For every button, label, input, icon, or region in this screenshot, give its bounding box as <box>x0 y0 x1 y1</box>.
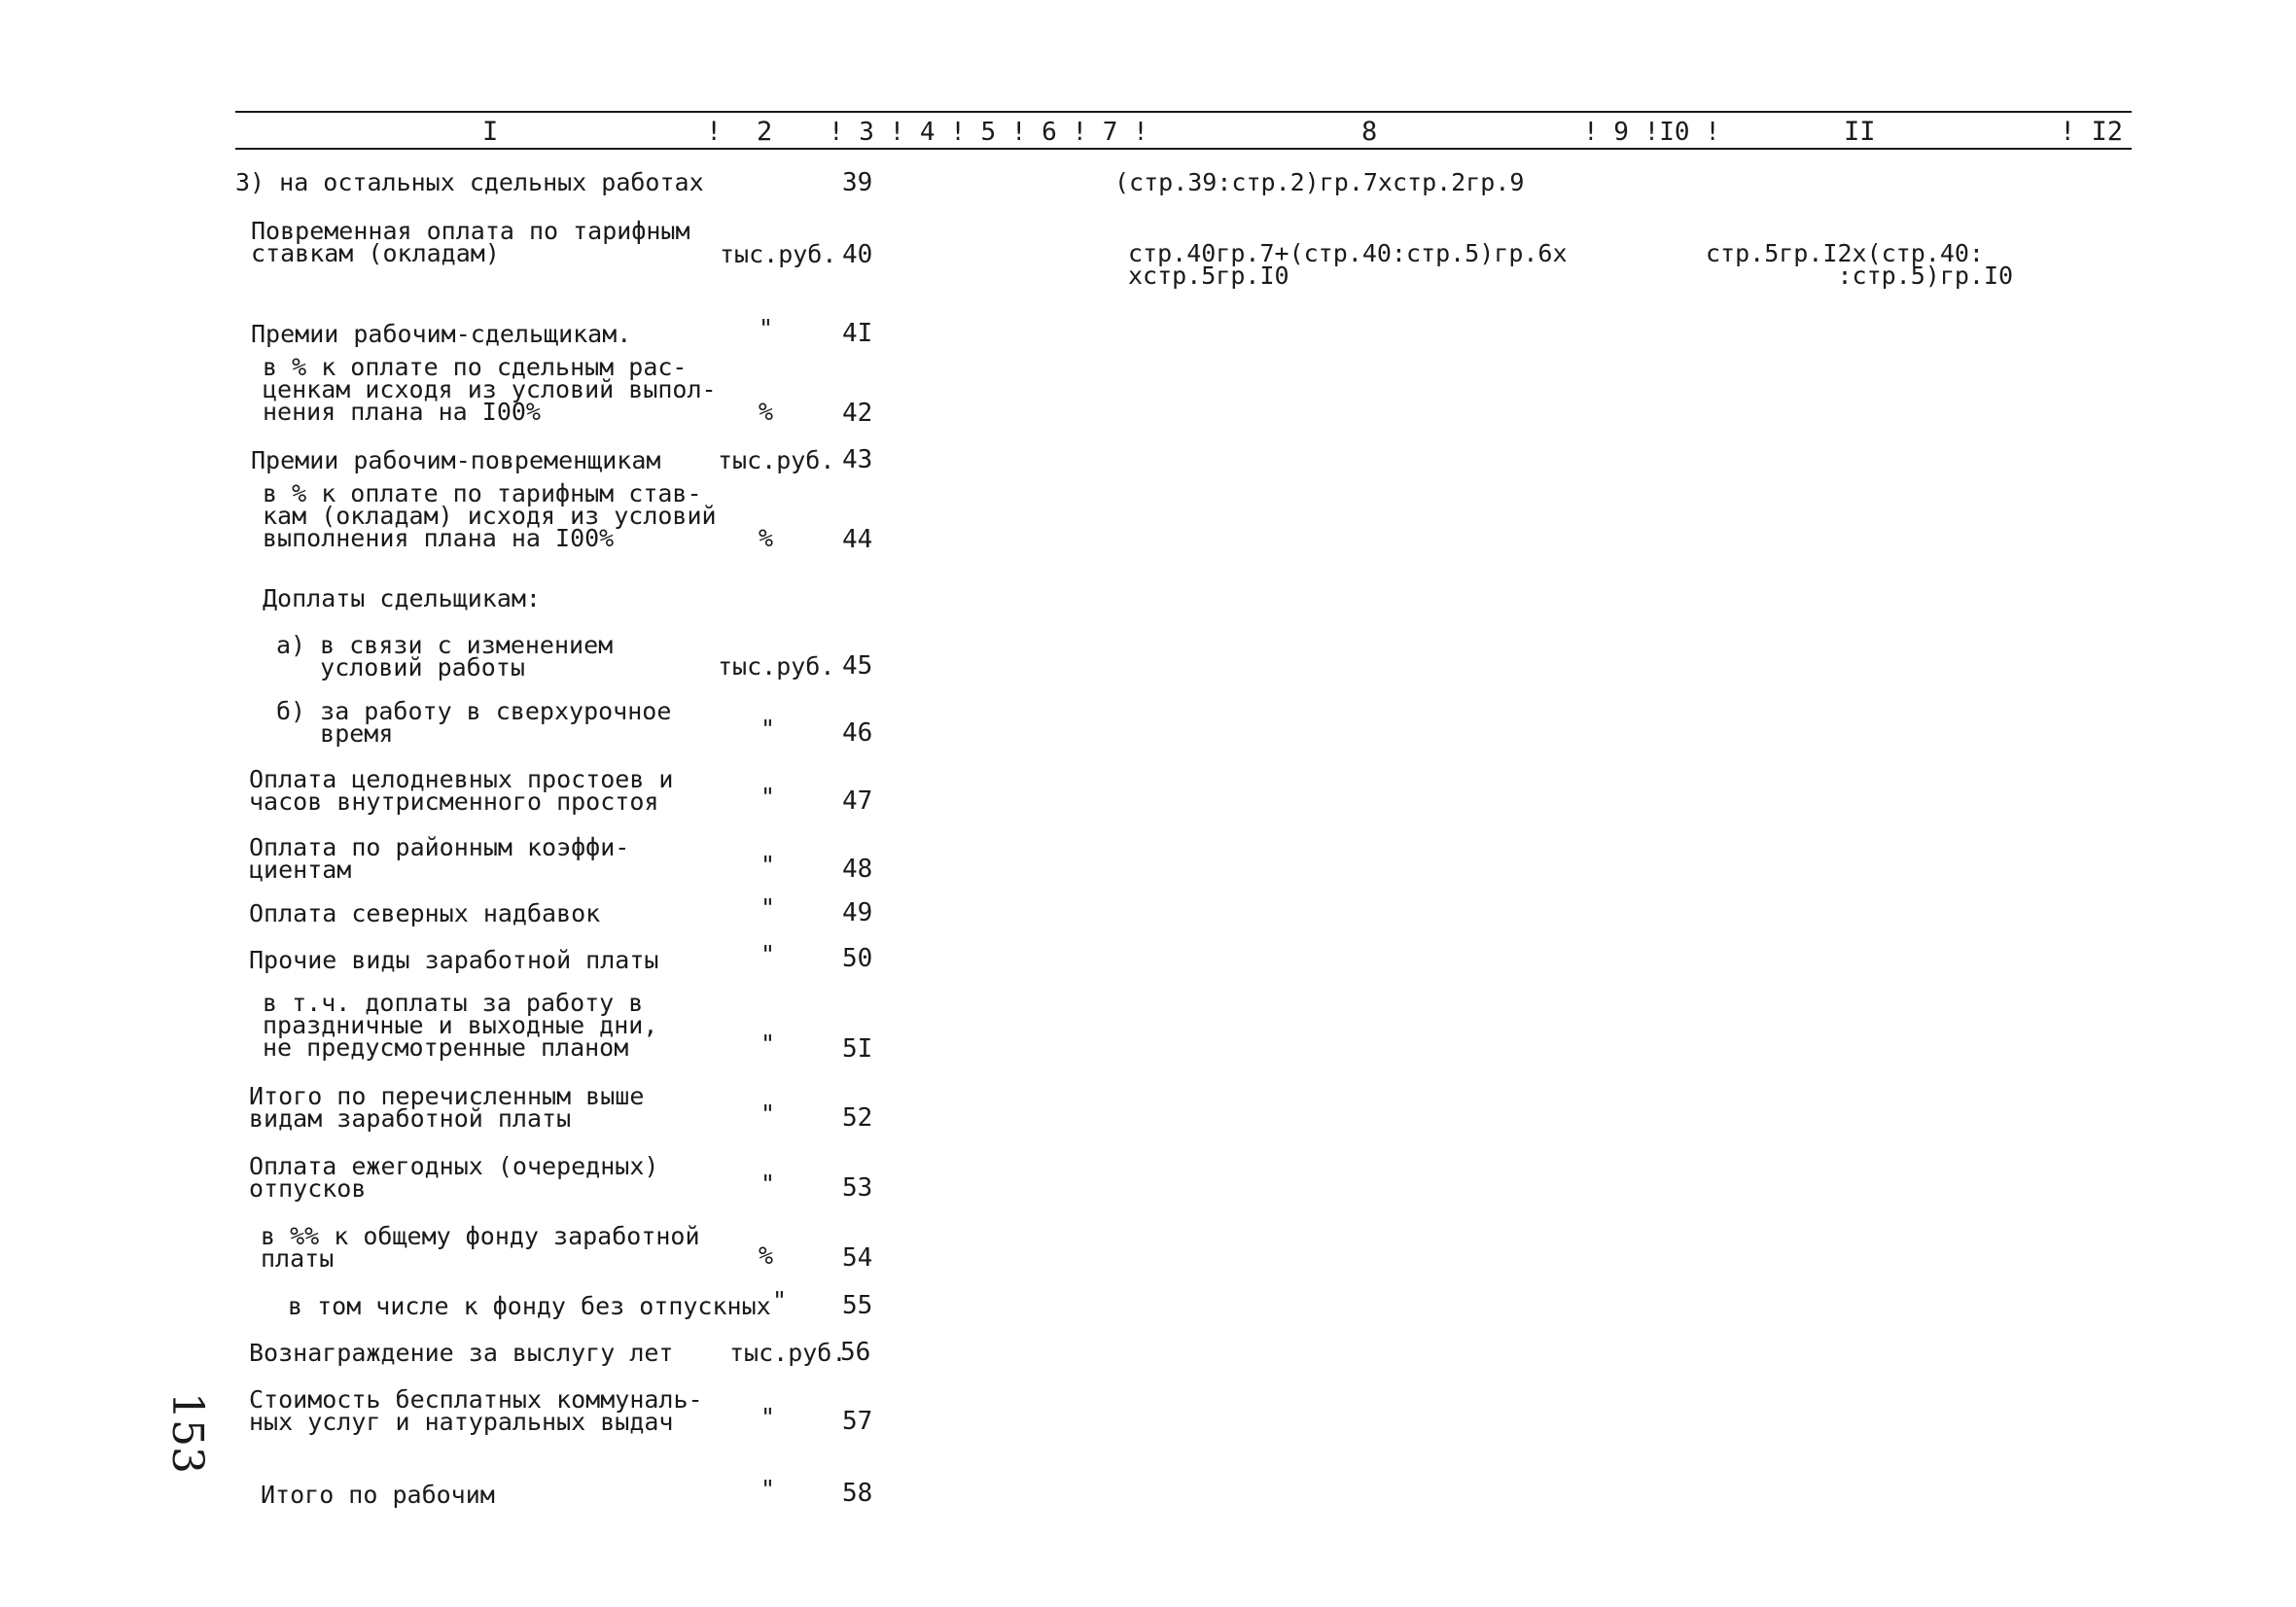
header-col-8: 8 <box>1361 117 1378 147</box>
row-label: Итого по перечисленным выше видам заработной платы <box>249 1082 645 1133</box>
row-number: 5I <box>842 1034 873 1064</box>
row-formula-col11: стр.5гр.I2х(стр.40: :стр.5)гр.I0 <box>1706 239 2014 290</box>
row-label: в том числе к фонду без отпускных <box>288 1292 771 1320</box>
row-unit: % <box>759 524 774 552</box>
row-label: 3) на остальных сдельных работах <box>235 168 704 196</box>
row-unit: " <box>760 893 776 922</box>
row-unit: " <box>760 783 776 811</box>
row-number: 42 <box>842 399 873 428</box>
row-label: в т.ч. доплаты за работу в праздничные и выходные дни, не предусмотренные планом <box>263 989 658 1062</box>
row-unit: % <box>759 398 774 426</box>
row-label: Оплата целодневных простоев и часов внутрисменного простоя <box>249 765 674 816</box>
row-label: б) за работу в сверхурочное время <box>276 697 672 748</box>
row-unit: " <box>760 1475 776 1503</box>
row-label: Премии рабочим-повременщикам <box>251 446 661 474</box>
row-number: 56 <box>840 1338 871 1367</box>
row-label: в % к оплате по сдельным рас- ценкам исходя из условий выпол- нения плана на I00% <box>263 353 717 426</box>
page-number: 153 <box>162 1392 212 1474</box>
row-unit: " <box>760 1100 776 1128</box>
row-formula-col8: (стр.39:стр.2)гр.7хстр.2гр.9 <box>1114 168 1525 196</box>
row-label: в %% к общему фонду заработной платы <box>261 1222 700 1273</box>
row-unit: " <box>759 314 774 342</box>
row-label: Повременная оплата по тарифным ставкам (окладам) <box>251 217 690 267</box>
row-number: 43 <box>842 445 873 474</box>
row-number: 44 <box>842 525 873 554</box>
row-number: 52 <box>842 1103 873 1133</box>
row-number: 4I <box>842 319 873 348</box>
row-unit: " <box>760 1170 776 1198</box>
row-number: 54 <box>842 1243 873 1273</box>
row-unit: тыс.руб. <box>729 1339 847 1367</box>
row-unit: " <box>760 1403 776 1431</box>
row-number: 55 <box>842 1291 873 1320</box>
row-number: 46 <box>842 718 873 748</box>
row-unit: " <box>760 851 776 879</box>
header-separator: ! <box>706 117 723 147</box>
row-number: 45 <box>842 651 873 681</box>
row-unit: тыс.руб. <box>718 446 835 474</box>
row-number: 39 <box>842 168 873 197</box>
row-formula-col8: стр.40гр.7+(стр.40:стр.5)гр.6х хстр.5гр.I0 <box>1128 239 1568 290</box>
row-label: Итого по рабочим <box>261 1481 495 1509</box>
header-cols-9-10: ! 9 !I0 ! <box>1583 118 1720 147</box>
header-col-11: II <box>1844 117 1876 147</box>
row-label: Премии рабочим-сдельщикам. <box>251 320 632 348</box>
header-cols-3-7: ! 3 ! 4 ! 5 ! 6 ! 7 ! <box>829 118 1148 147</box>
row-unit: тыс.руб. <box>720 240 837 268</box>
row-unit: " <box>772 1286 788 1314</box>
row-label: Доплаты сдельщикам: <box>263 584 541 612</box>
header-top-rule <box>235 111 2132 113</box>
row-label: в % к оплате по тарифным став- кам (окладам) исходя из условий выполнения плана на I00% <box>263 479 717 552</box>
row-number: 48 <box>842 855 873 884</box>
header-col-1: I <box>482 117 499 147</box>
row-number: 40 <box>842 240 873 269</box>
header-col-2: 2 <box>757 117 773 147</box>
row-label: Оплата ежегодных (очередных) отпусков <box>249 1152 659 1203</box>
row-unit: " <box>760 715 776 743</box>
row-number: 47 <box>842 786 873 816</box>
header-bottom-rule <box>235 148 2132 150</box>
row-label: а) в связи с изменением условий работы <box>276 631 614 681</box>
row-number: 50 <box>842 944 873 973</box>
row-label: Прочие виды заработной платы <box>249 946 659 974</box>
row-label: Вознаграждение за выслугу лет <box>249 1339 674 1367</box>
row-unit: " <box>760 940 776 968</box>
header-col-12: ! I2 <box>2060 117 2124 147</box>
row-number: 53 <box>842 1173 873 1203</box>
row-number: 49 <box>842 898 873 927</box>
row-label: Оплата северных надбавок <box>249 899 601 927</box>
row-label: Стоимость бесплатных коммуналь- ных услуг и натуральных выдач <box>249 1385 703 1436</box>
row-unit: " <box>760 1030 776 1058</box>
row-number: 57 <box>842 1407 873 1436</box>
row-number: 58 <box>842 1479 873 1508</box>
row-label: Оплата по районным коэффи- циентам <box>249 833 630 884</box>
row-unit: тыс.руб. <box>718 652 835 681</box>
row-unit: % <box>759 1241 774 1270</box>
